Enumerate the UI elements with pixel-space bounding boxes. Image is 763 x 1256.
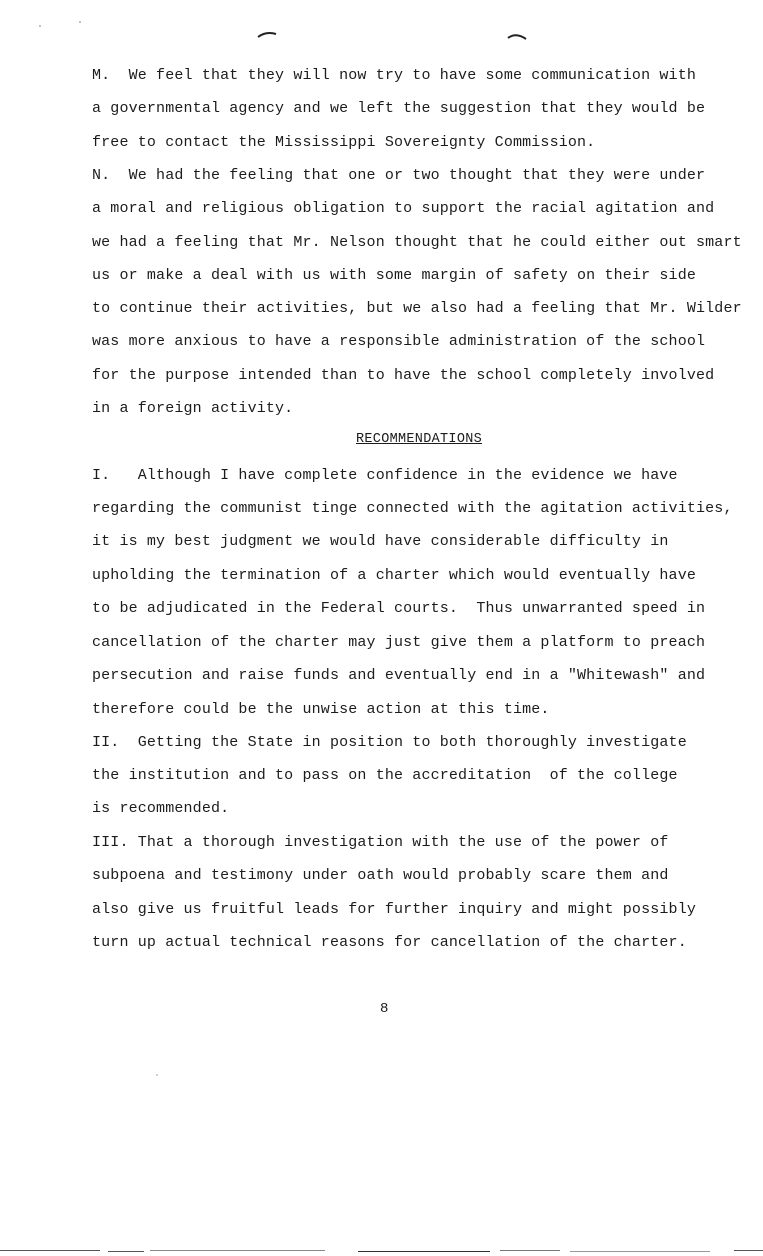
page-number: 8 — [380, 1001, 389, 1017]
recommendation-i-line: it is my best judgment we would have considerable difficulty in — [92, 533, 669, 550]
recommendation-ii-line: the institution and to pass on the accreditation of the college — [92, 767, 678, 784]
recommendation-iii-line: turn up actual technical reasons for cancellation of the charter. — [92, 934, 687, 951]
paragraph-n-line: to continue their activities, but we also had a feeling that Mr. Wilder — [92, 300, 742, 317]
scan-edge-rule — [570, 1251, 710, 1252]
paragraph-n-line: was more anxious to have a responsible administration of the school — [92, 333, 706, 350]
recommendation-ii-line: II. Getting the State in position to both thoroughly investigate — [92, 734, 687, 751]
scan-edge-rule — [150, 1250, 325, 1251]
recommendation-ii-line: is recommended. — [92, 800, 230, 817]
recommendation-i-line: upholding the termination of a charter which would eventually have — [92, 567, 696, 584]
recommendation-i-line: I. Although I have complete confidence in the evidence we have — [92, 467, 678, 484]
paragraph-m-line: free to contact the Mississippi Sovereignty Commission. — [92, 134, 596, 151]
paragraph-n-line: a moral and religious obligation to support the racial agitation and — [92, 200, 715, 217]
paragraph-n-line: N. We had the feeling that one or two thought that they were under — [92, 167, 706, 184]
paragraph-m-line: M. We feel that they will now try to have some communication with — [92, 67, 696, 84]
paragraph-n-line: we had a feeling that Mr. Nelson thought that he could either out smart — [92, 234, 742, 251]
recommendation-iii-line: subpoena and testimony under oath would probably scare them and — [92, 867, 669, 884]
recommendation-i-line: persecution and raise funds and eventually end in a "Whitewash" and — [92, 667, 706, 684]
paragraph-n-line: us or make a deal with us with some margin of safety on their side — [92, 267, 696, 284]
scan-speck — [36, 18, 86, 32]
scan-edge-rule — [358, 1251, 490, 1252]
scan-mark-left — [256, 28, 280, 40]
scan-edge-rule — [734, 1250, 763, 1251]
paragraph-n-line: in a foreign activity. — [92, 400, 294, 417]
recommendation-i-line: to be adjudicated in the Federal courts. Thus unwarranted speed in — [92, 600, 706, 617]
recommendation-iii-line: III. That a thorough investigation with the use of the power of — [92, 834, 669, 851]
scan-edge-rule — [108, 1251, 144, 1252]
paragraph-m-line: a governmental agency and we left the suggestion that they would be — [92, 100, 706, 117]
recommendation-i-line: cancellation of the charter may just give them a platform to preach — [92, 634, 706, 651]
scan-edge-rule — [500, 1250, 560, 1251]
scan-speck-lower — [154, 1072, 160, 1078]
paragraph-n-line: for the purpose intended than to have the school completely involved — [92, 367, 715, 384]
recommendation-iii-line: also give us fruitful leads for further inquiry and might possibly — [92, 901, 696, 918]
scan-edge-rule — [0, 1250, 100, 1251]
recommendation-i-line: regarding the communist tinge connected with the agitation activities, — [92, 500, 733, 517]
scan-mark-right — [506, 30, 530, 42]
recommendation-i-line: therefore could be the unwise action at this time. — [92, 701, 550, 718]
recommendations-heading: RECOMMENDATIONS — [356, 432, 483, 447]
